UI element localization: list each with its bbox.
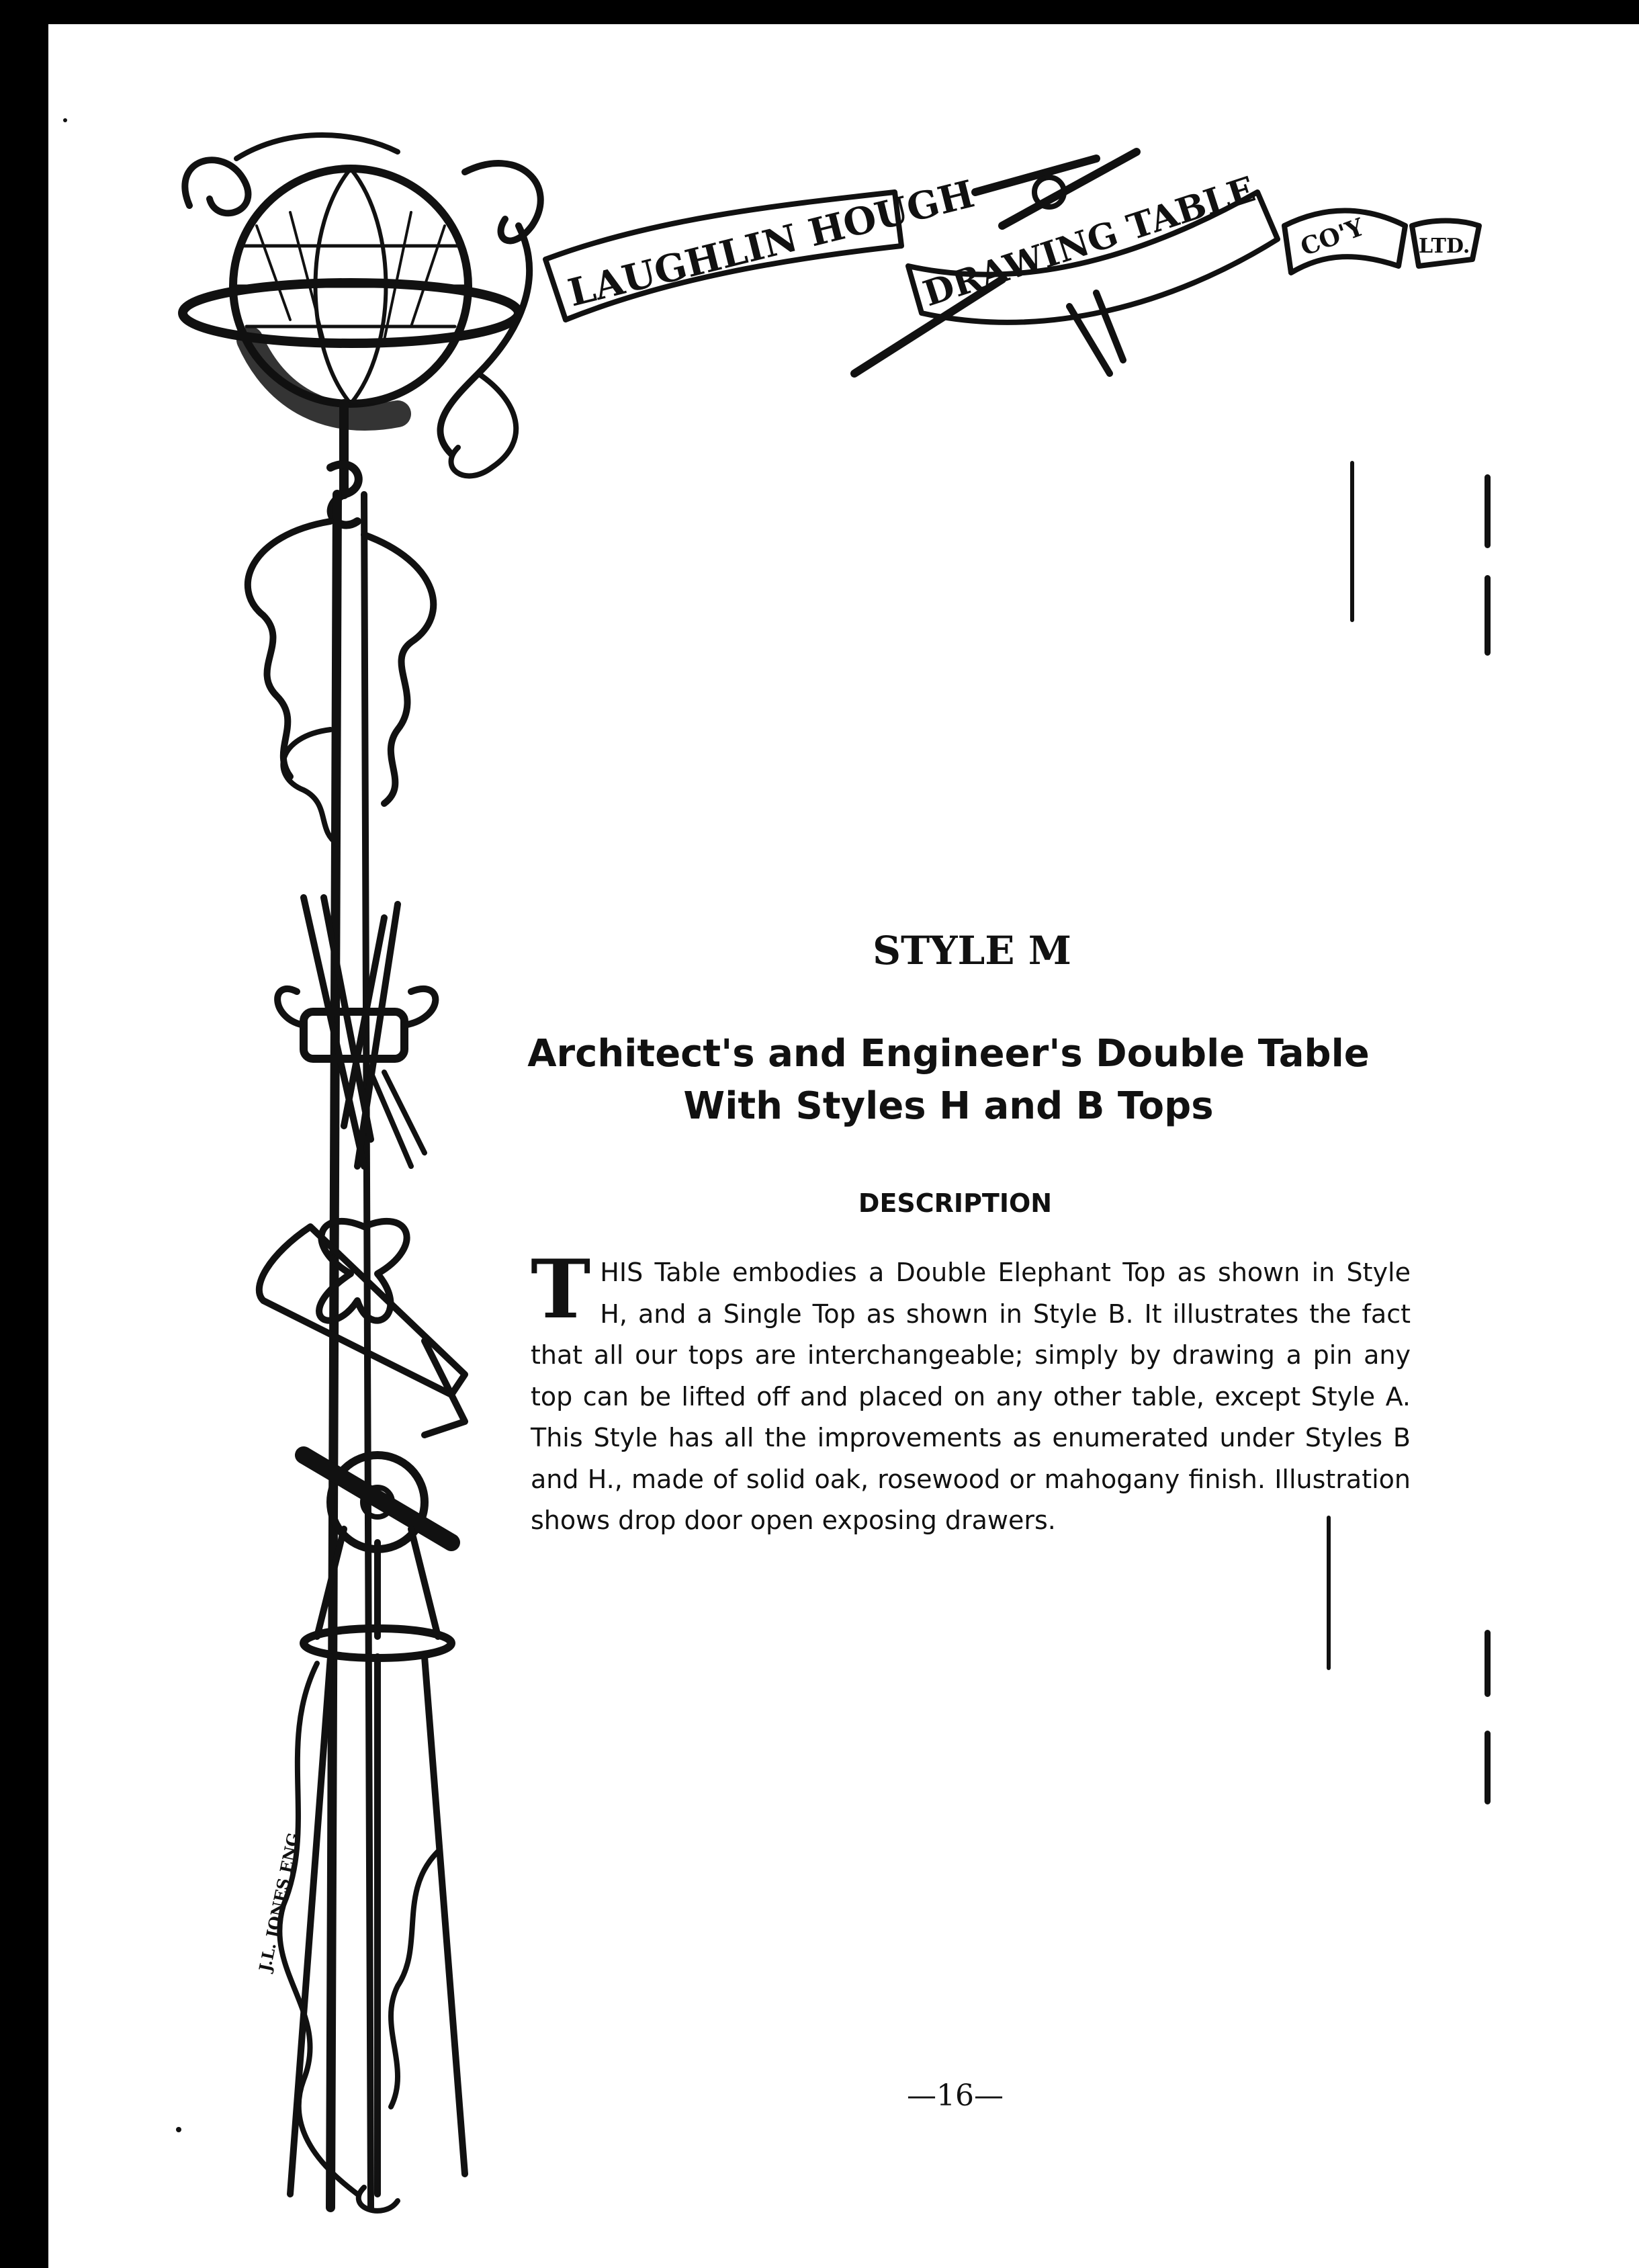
svg-text:DRAWING TABLE: DRAWING TABLE (918, 169, 1260, 315)
page-number: —16— (907, 2079, 1004, 2113)
svg-text:CO'Y: CO'Y (1296, 212, 1368, 262)
svg-text:LAUGHLIN HOUGH: LAUGHLIN HOUGH (564, 171, 979, 316)
scan-mark (1485, 474, 1491, 548)
description-paragraph (531, 1242, 1411, 1542)
section-heading: DESCRIPTION (858, 1188, 1053, 1218)
catalog-page (48, 24, 1639, 2268)
style-title: STYLE M (873, 928, 1071, 973)
svg-text:LTD.: LTD. (1419, 234, 1470, 258)
scan-mark (1485, 1731, 1491, 1804)
drop-cap: T (531, 1242, 591, 1337)
svg-text:J.L. JONES ENG.: J.L. JONES ENG. (255, 1826, 305, 1974)
scan-mark (1485, 575, 1491, 656)
subtitle-line-2: With Styles H and B Tops (683, 1084, 1214, 1128)
description-text: HIS Table embodies a Double Elephant Top as shown in Style H, and a Single Top as shown in Style B. It illustrates the fact that all our tops are interchangeable; simply by drawing a pin any top can be lifted off and placed on any other table, except Style A. This Style has all the improvements as enumerated under Styles B and H., made of solid oak, rosewood or mahogany finish. Illustration shows drop door open exposing drawers. (531, 1258, 1411, 1535)
subtitle-line-1: Architect's and Engineer's Double Table (527, 1032, 1370, 1076)
scan-mark (1485, 1630, 1491, 1697)
scan-speck (176, 2127, 181, 2132)
scan-mark (1350, 461, 1354, 622)
corner-ornament-illustration (48, 24, 1639, 2268)
scan-speck (63, 118, 67, 122)
